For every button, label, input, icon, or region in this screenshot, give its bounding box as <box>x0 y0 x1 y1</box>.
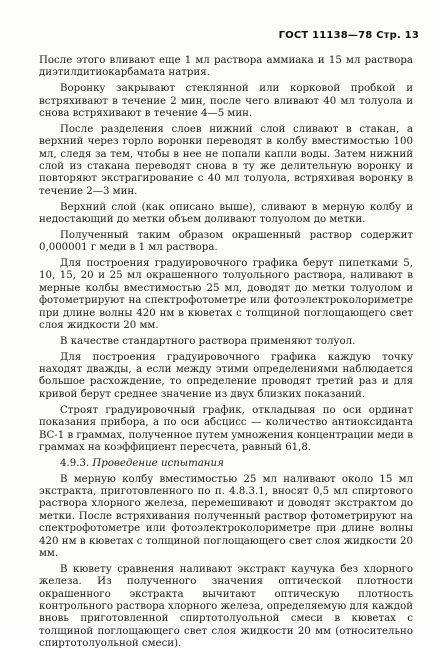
section-number: 4.9.3. <box>60 457 90 469</box>
document-body <box>39 55 413 654</box>
section-heading <box>39 458 413 470</box>
paragraph: В мерную колбу вместимостью 25 мл наливают около 15 мл экстракта, приготовленного по п. 4.8.3.1, вносят 0,5 мл спиртового раствора хлорного железа, перемешивают и доводят экстрактом до метки. После встряхивания полученный раствор фотометрируют на спектрофотометре или фотоэлектроколориметре при длине волны 420 нм в кюветах с толщиной поглощающего свет слоя жидкости 20 мм. <box>39 473 413 559</box>
paragraph: Для построения градуировочного графика берут пипетками 5, 10, 15, 20 и 25 мл окрашенного толуольного раствора, наливают в мерные колбы вместимостью 25 мл, доводят до метки толуолом и фотометрируют на спектрофотометре или фотоэлектроколориметре при длине волны 420 нм в кюветах с толщиной поглощающего свет слоя жидкости 20 мм. <box>39 258 413 332</box>
paragraph: После разделения слоев нижний слой сливают в стакан, а верхний через горло воронки переводят в колбу вместимостью 100 мл, следя за тем, чтобы в нее не попали капли воды. Затем нижний слой из стакана переводят снова в ту же делительную воронку и повторяют экстрагирование с 40 мл толуола, встряхивая воронку в течение 2—3 мин. <box>39 123 413 197</box>
paragraph: В качестве стандартного раствора применяют толуол. <box>60 335 356 347</box>
paragraph: После этого вливают еще 1 мл раствора аммиака и 15 мл раствора диэтилдитиокарбамата натрия. <box>39 55 413 79</box>
paragraph: Верхний слой (как описано выше), сливают в мерную колбу и недостающий до метки объем доливают толуолом до метки. <box>39 201 413 226</box>
paragraph: Полученный таким образом окрашенный раствор содержит 0,000001 г меди в 1 мл раствора. <box>39 229 413 254</box>
paragraph: Для построения градуировочного графика каждую точку находят дважды, а если между этими определениями наблюдается большое расхождение, то определение проводят третий раз и для кривой берут среднее значение из двух близких показаний. <box>39 351 413 400</box>
page-header: ГОСТ 11138—78 Стр. 13 <box>278 30 419 41</box>
paragraph: В кювету сравнения наливают экстракт каучука без хлорного железа. Из полученного значения оптической плотности окрашенного экстракта вычитают оптическую плотность контрольного раствора хлорного железа, определяемую для каждой вновь приготовленной спиртотолуольной смеси в кюветах с толщиной поглощающего свет слоя жидкости 20 мм (относительно спиртотолуольной смеси). <box>39 563 413 650</box>
paragraph: Строят градуировочный график, откладывая по оси ординат показания прибора, а по оси абсцисс — количество антиоксиданта ВС-1 в граммах, полученное путем умножения концентрации меди в граммах на коэффициент пересчета, равный 61,8. <box>39 404 413 453</box>
section-title: Проведение испытания <box>92 457 224 469</box>
paragraph: Воронку закрывают стеклянной или корковой пробкой и встряхивают в течение 2 мин, после чего вливают 40 мл толуола и снова встряхивают в течение 4—5 мин. <box>39 83 413 120</box>
